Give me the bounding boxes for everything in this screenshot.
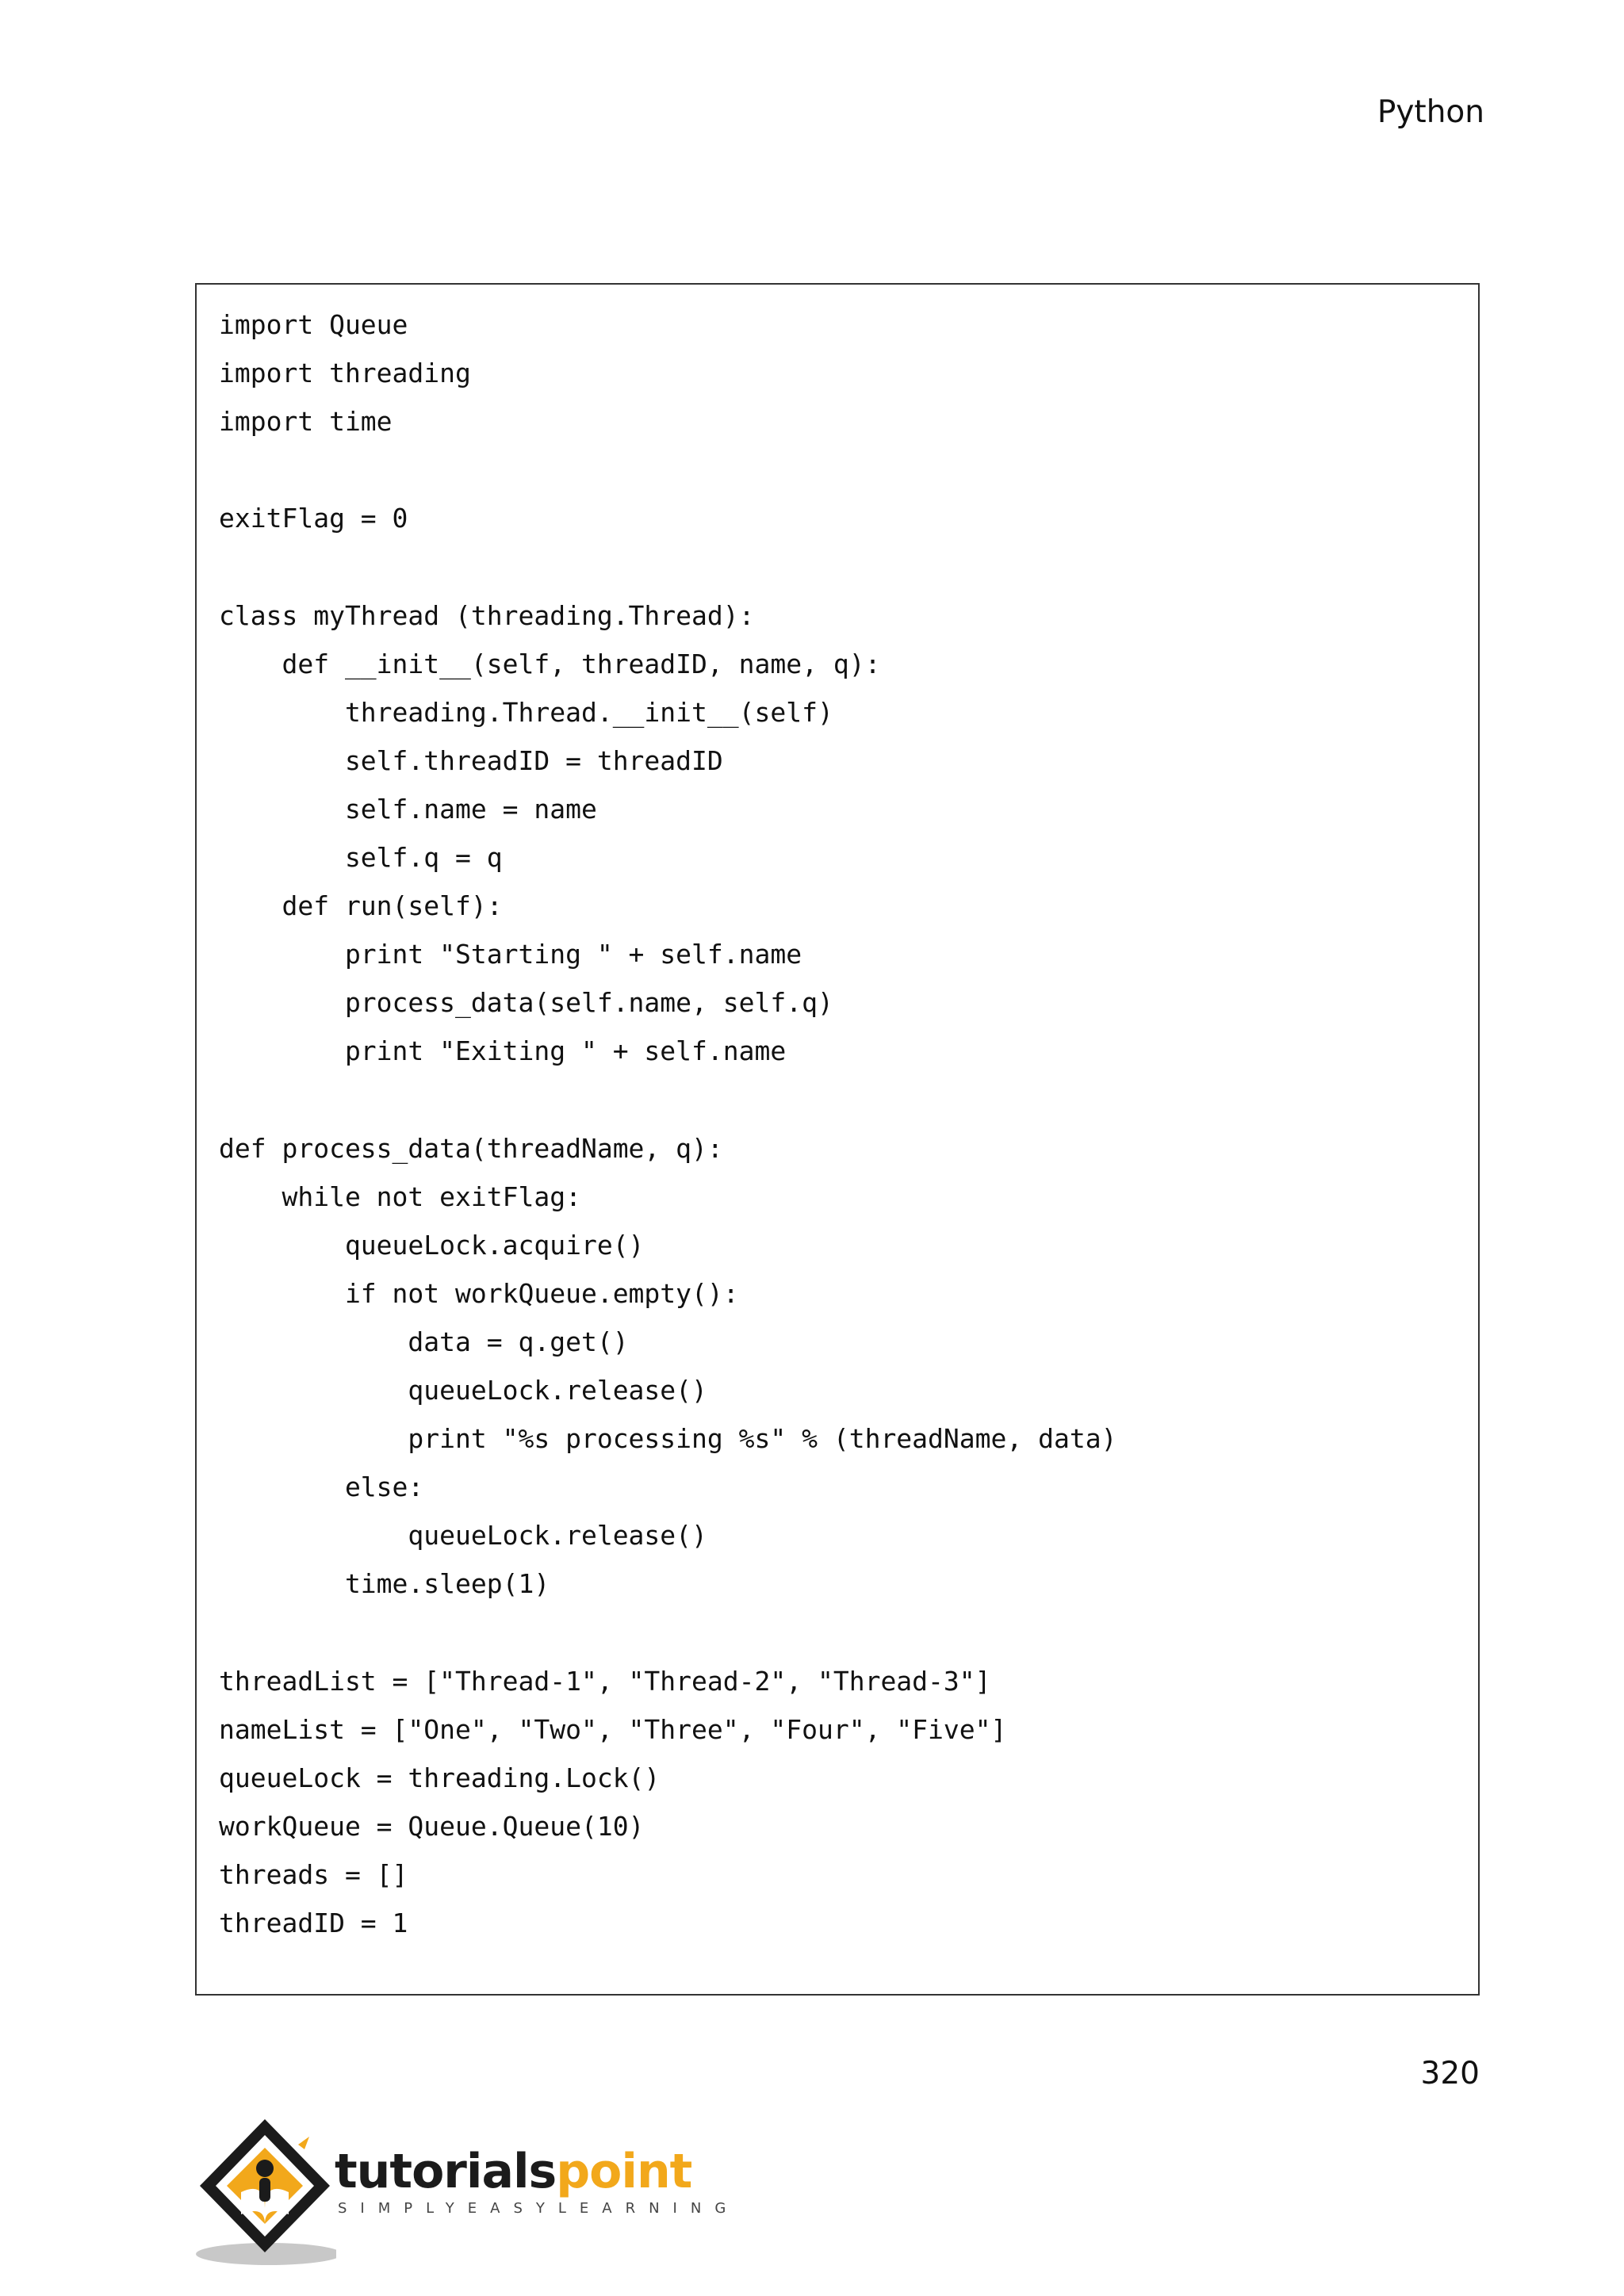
code-line: threading.Thread.__init__(self) xyxy=(219,696,833,728)
code-line: threadID = 1 xyxy=(219,1908,408,1939)
code-block xyxy=(195,283,1480,1996)
logo-wordmark xyxy=(335,2146,691,2197)
code-line: def __init__(self, threadID, name, q): xyxy=(219,648,881,679)
code-line: class myThread (threading.Thread): xyxy=(219,599,755,631)
code-line: self.threadID = threadID xyxy=(219,744,723,776)
logo-word-point: point xyxy=(556,2144,692,2199)
code-line: while not exitFlag: xyxy=(219,1181,581,1212)
code-line: def process_data(threadName, q): xyxy=(219,1132,723,1164)
code-line: print "%s processing %s" % (threadName, data) xyxy=(219,1423,1117,1455)
code-line: data = q.get() xyxy=(219,1326,629,1357)
tutorialspoint-logo xyxy=(193,2113,740,2271)
code-line: print "Exiting " + self.name xyxy=(219,1035,787,1067)
code-line: print "Starting " + self.name xyxy=(219,939,802,970)
logo-word-tutorials: tutorials xyxy=(335,2144,557,2199)
code-line: nameList = ["One", "Two", "Three", "Four", "Five"] xyxy=(219,1713,1007,1745)
code-line: process_data(self.name, self.q) xyxy=(219,987,833,1019)
page-number: 320 xyxy=(1420,2056,1480,2091)
code-line: import threading xyxy=(219,358,471,389)
code-line: queueLock.release() xyxy=(219,1375,707,1406)
code-line: time.sleep(1) xyxy=(219,1568,550,1600)
code-line: threadList = ["Thread-1", "Thread-2", "Thread-3"] xyxy=(219,1665,991,1697)
code-line: threads = [] xyxy=(219,1859,408,1890)
code-line: import Queue xyxy=(219,309,408,340)
code-line: import time xyxy=(219,406,393,438)
page-header-title: Python xyxy=(1377,94,1484,130)
code-line: queueLock = threading.Lock() xyxy=(219,1762,661,1793)
code-line xyxy=(219,1076,1116,1124)
code-line: if not workQueue.empty(): xyxy=(219,1277,739,1309)
code-line: def run(self): xyxy=(219,890,503,922)
logo-tagline: SIMPLYEASYLEARNING xyxy=(338,2200,740,2217)
code-line: self.name = name xyxy=(219,793,597,825)
code-line xyxy=(219,446,1116,494)
code-line xyxy=(219,542,1116,591)
code-line: queueLock.acquire() xyxy=(219,1229,645,1261)
tutorialspoint-logo-icon xyxy=(193,2113,336,2271)
code-line: self.q = q xyxy=(219,842,503,874)
code-line: queueLock.release() xyxy=(219,1520,707,1552)
code-line: workQueue = Queue.Queue(10) xyxy=(219,1810,645,1842)
code-line: else: xyxy=(219,1471,424,1503)
code-line: exitFlag = 0 xyxy=(219,503,408,534)
code-line xyxy=(219,1609,1116,1657)
code-lines xyxy=(219,300,1116,1947)
